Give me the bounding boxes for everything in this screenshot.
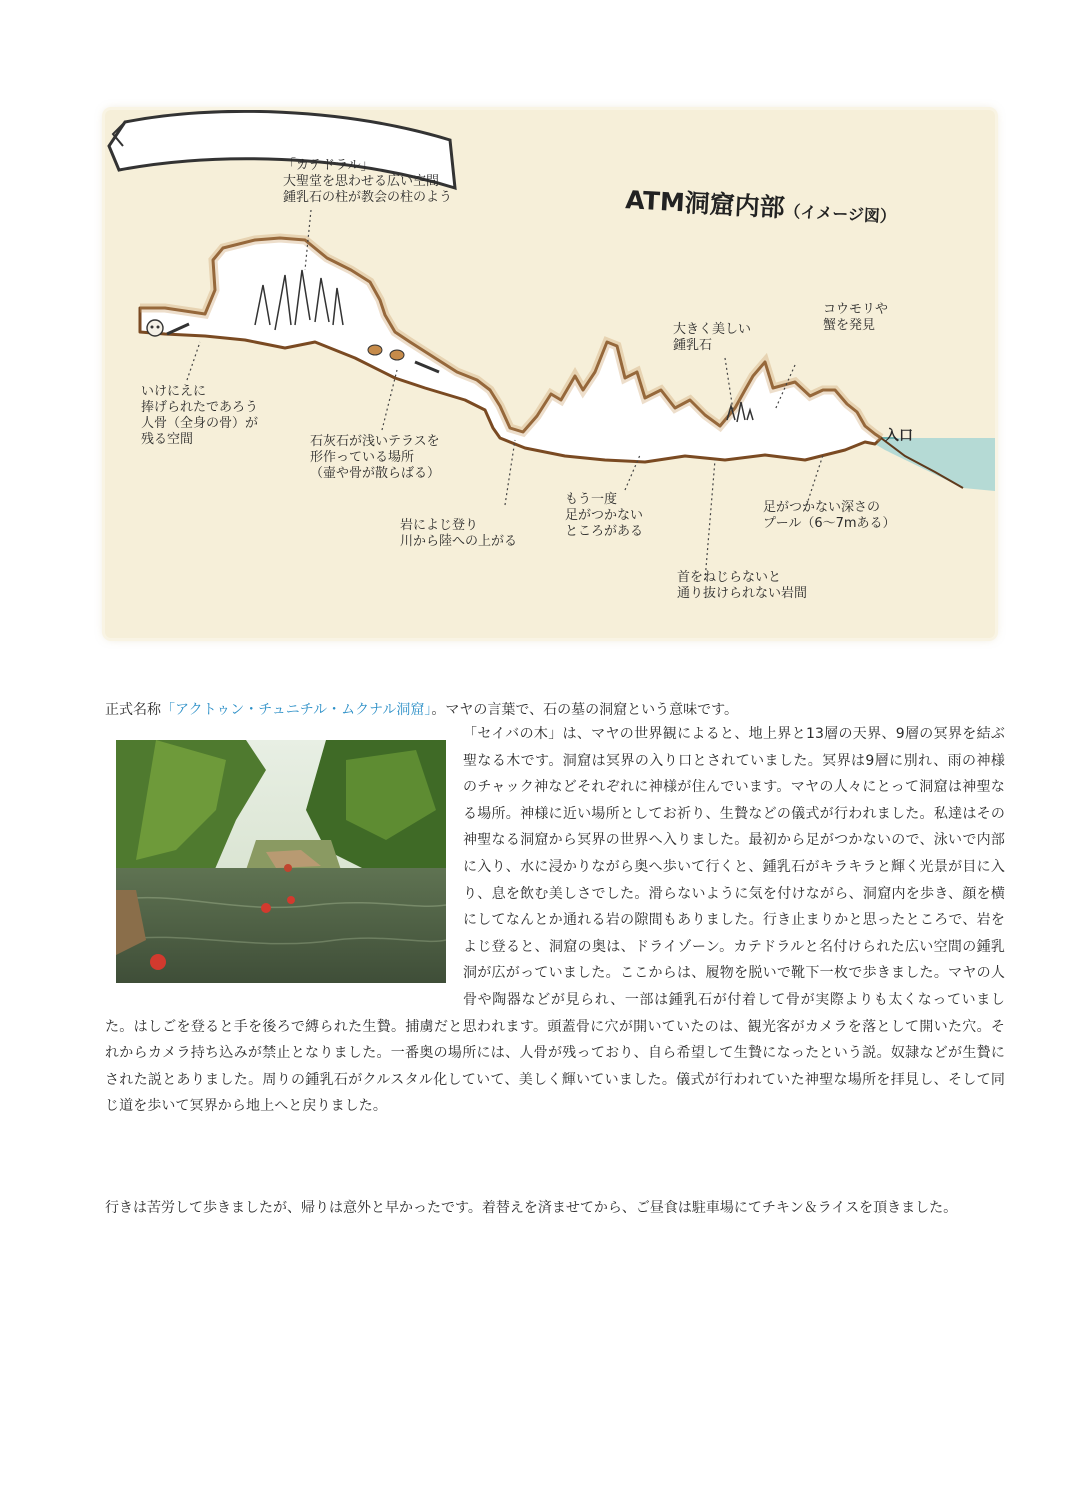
banner-title: ATM洞窟内部（イメージ図） [624, 185, 897, 227]
cave-official-name: 「アクトゥン・チュニチル・ムクナル洞窟」 [161, 702, 432, 718]
cave-diagram [105, 110, 995, 638]
pot-icon [390, 350, 404, 360]
closing-paragraph: 行きは苦労して歩きましたが、帰りは意外と早かったです。着替えを済ませてから、ご昼食は駐車場にてチキン＆ライスを頂きました。 [105, 1200, 958, 1216]
body-paragraph: 「セイバの木」は、マヤの世界観によると、地上界と13層の天界、9層の冥界を結ぶ聖なる木です。洞窟は冥界の入り口とされていました。冥界は9層に別れ、雨の神様のチャック神などそれぞれに神様が住んでいます。マヤの人々にとって洞窟は神聖なる場所。神様に近い場所としてお祈り、生贄などの儀式が行われました。私達はその神聖なる洞窟から冥界の世界へ入りました。最初から足がつかないので、泳いで内部に入り、水に浸かりながら奥へ歩いて行くと、鍾乳石がキラキラと輝く光景が目に入り、息を飲む美しさでした。滑らないように気を付けながら、洞窟内を歩き、顔を横にしてなんとか通れる岩の隙間もありました。行き止まりかと思ったところで、岩をよじ登ると、洞窟の奥は、ドライゾーン。カテドラルと名付けられた広い空間の鍾乳洞が広がっていました。ここからは、履物を脱いで靴下一枚で歩きました。マヤの人骨や陶器などが見られ、一部は鍾乳石が付着して骨が実際よりも太くなっていました。はしごを登ると手を後ろで縛られた生贄。捕虜だと思われます。頭蓋骨に穴が開いていたのは、観光客がカメラを落として開いた穴。それからカメラ持ち込みが禁止となりました。一番奥の場所には、人骨が残っており、自ら希望して生贄になったという説。奴隷などが生贄にされた説とありました。周りの鍾乳石がクルスタル化していて、美しく輝いていました。儀式が行われていた神聖な場所を拝見し、そして同じ道を歩いて冥界から地上へと戻りました。 [105, 726, 1005, 1115]
label-stalactite: 大きく美しい 鍾乳石 [673, 322, 752, 353]
intro-line: 正式名称「アクトゥン・チュニチル・ムクナル洞窟」。マヤの言葉で、石の墓の洞窟という意味です。 [105, 702, 739, 718]
label-narrow-gap: 首をねじらないと 通り抜けられない岩間 [677, 570, 808, 601]
label-terrace: 石灰石が浅いテラスを 形作っている場所 （壷や骨が散らばる） [310, 434, 441, 481]
label-cathedral: 「カテドラル」 大聖堂を思わせる広い空間 鍾乳石の柱が教会の柱のよう [283, 158, 453, 205]
entrance-label: 入口 [885, 428, 913, 444]
skull-icon [147, 320, 163, 336]
label-pool: 足がつかない深さの プール（6〜7mある） [763, 500, 896, 531]
label-bats: コウモリや 蟹を発見 [823, 302, 889, 333]
label-sacrifice: いけにえに 捧げられたであろう 人骨（全身の骨）が 残る空間 [141, 384, 259, 447]
label-climb: 岩によじ登り 川から陸への上がる [400, 518, 518, 549]
pot-icon [368, 345, 382, 355]
label-deep-again: もう一度 足がつかない ところがある [565, 492, 644, 539]
